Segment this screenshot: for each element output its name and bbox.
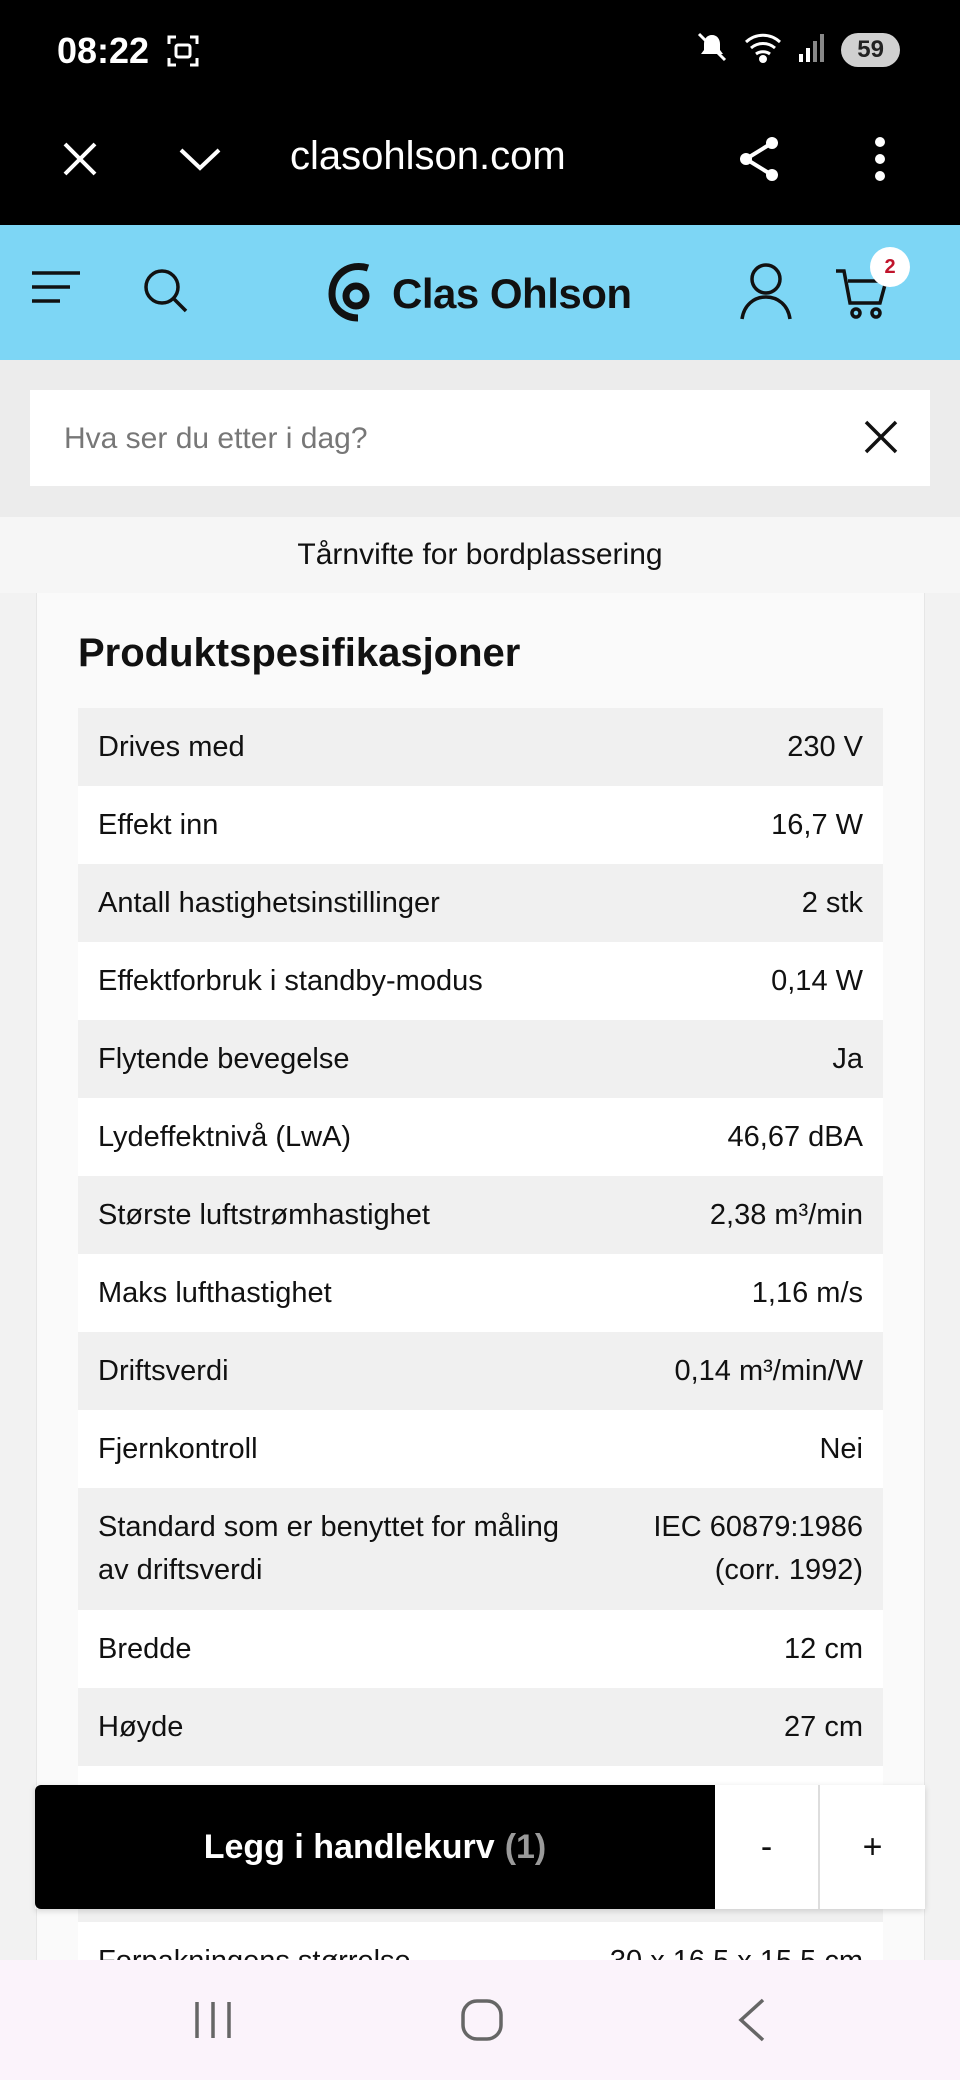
spec-label: Standard som er benyttet for måling av driftsverdi bbox=[98, 1511, 560, 1586]
spec-value: 46,67 dBA bbox=[727, 1120, 863, 1153]
add-to-cart-label: Legg i handlekurv bbox=[203, 1827, 495, 1866]
more-options-icon[interactable] bbox=[852, 131, 908, 187]
recent-apps-icon[interactable] bbox=[178, 1990, 248, 2050]
table-row bbox=[78, 1176, 883, 1254]
spec-label: Driftsverdi bbox=[98, 1354, 229, 1387]
search-box bbox=[30, 390, 930, 486]
table-row bbox=[78, 1332, 883, 1410]
table-row bbox=[78, 1098, 883, 1176]
account-icon[interactable] bbox=[738, 261, 794, 321]
table-row bbox=[78, 1254, 883, 1332]
browser-toolbar bbox=[0, 105, 960, 225]
spec-label: Drives med bbox=[98, 730, 245, 763]
brand-logo[interactable] bbox=[328, 260, 632, 327]
status-icons bbox=[695, 30, 900, 69]
logo-mark-icon bbox=[328, 260, 380, 327]
spec-value: 230 V bbox=[787, 730, 863, 763]
add-to-cart-bar bbox=[35, 1785, 925, 1909]
clear-search-icon[interactable] bbox=[862, 418, 900, 461]
add-to-cart-button[interactable] bbox=[35, 1785, 715, 1909]
table-row bbox=[78, 864, 883, 942]
mute-icon bbox=[695, 30, 729, 69]
add-to-cart-qty: (1) bbox=[504, 1827, 547, 1866]
spec-label: Største luftstrømhastighet bbox=[98, 1198, 430, 1231]
table-row bbox=[78, 1688, 883, 1766]
menu-icon[interactable] bbox=[30, 267, 82, 307]
spec-label: Effekt inn bbox=[98, 808, 219, 841]
spec-card bbox=[36, 593, 925, 1963]
spec-value: Ja bbox=[832, 1042, 863, 1075]
spec-label: Lydeffektnivå (LwA) bbox=[98, 1120, 352, 1153]
spec-heading: Produktspesifikasjoner bbox=[78, 631, 521, 675]
share-icon[interactable] bbox=[732, 131, 788, 187]
chevron-down-icon[interactable] bbox=[172, 131, 228, 187]
logo-text: Clas Ohlson bbox=[392, 269, 632, 317]
spec-label: Flytende bevegelse bbox=[98, 1042, 350, 1075]
table-row bbox=[78, 1610, 883, 1688]
back-icon[interactable] bbox=[716, 1990, 786, 2050]
page-title: Tårnvifte for bordplassering bbox=[0, 517, 960, 593]
signal-icon bbox=[797, 30, 827, 69]
battery-indicator: 59 bbox=[841, 33, 900, 67]
cart-count-badge: 2 bbox=[870, 247, 910, 287]
spec-label: Maks lufthastighet bbox=[98, 1276, 332, 1309]
spec-value: 0,14 m³/min/W bbox=[674, 1354, 863, 1387]
table-row bbox=[78, 1488, 883, 1610]
status-time: 08:22 bbox=[57, 30, 150, 71]
search-input[interactable] bbox=[62, 390, 826, 488]
wifi-icon bbox=[743, 30, 783, 69]
spec-label: Effektforbruk i standby-modus bbox=[98, 964, 483, 997]
spec-label: Høyde bbox=[98, 1710, 184, 1743]
screenshot-icon bbox=[166, 34, 200, 73]
status-bar bbox=[0, 0, 960, 105]
search-icon[interactable] bbox=[142, 267, 190, 315]
spec-value: 2 stk bbox=[801, 886, 863, 919]
spec-label: Bredde bbox=[98, 1632, 192, 1665]
close-icon[interactable] bbox=[52, 131, 108, 187]
increase-quantity-button[interactable]: + bbox=[820, 1785, 925, 1909]
spec-value: 16,7 W bbox=[771, 808, 863, 841]
url-bar[interactable]: clasohlson.com bbox=[290, 134, 566, 178]
table-row bbox=[78, 1410, 883, 1488]
spec-label: Antall hastighetsinstillinger bbox=[98, 886, 440, 919]
decrease-quantity-button[interactable]: - bbox=[715, 1785, 820, 1909]
spec-value: Nei bbox=[819, 1432, 863, 1465]
table-row bbox=[78, 942, 883, 1020]
table-row bbox=[78, 1020, 883, 1098]
system-nav-bar bbox=[0, 1960, 960, 2080]
spec-value: 1,16 m/s bbox=[751, 1276, 863, 1309]
site-header bbox=[0, 225, 960, 360]
spec-value: 12 cm bbox=[784, 1632, 863, 1665]
spec-value: 2,38 m³/min bbox=[709, 1198, 863, 1231]
home-icon[interactable] bbox=[447, 1990, 517, 2050]
spec-value: IEC 60879:1986 (corr. 1992) bbox=[653, 1511, 863, 1586]
spec-value: 27 cm bbox=[784, 1710, 863, 1743]
table-row bbox=[78, 786, 883, 864]
table-row bbox=[78, 708, 883, 786]
spec-label: Fjernkontroll bbox=[98, 1432, 258, 1465]
search-area bbox=[0, 360, 960, 517]
spec-value: 0,14 W bbox=[771, 964, 863, 997]
